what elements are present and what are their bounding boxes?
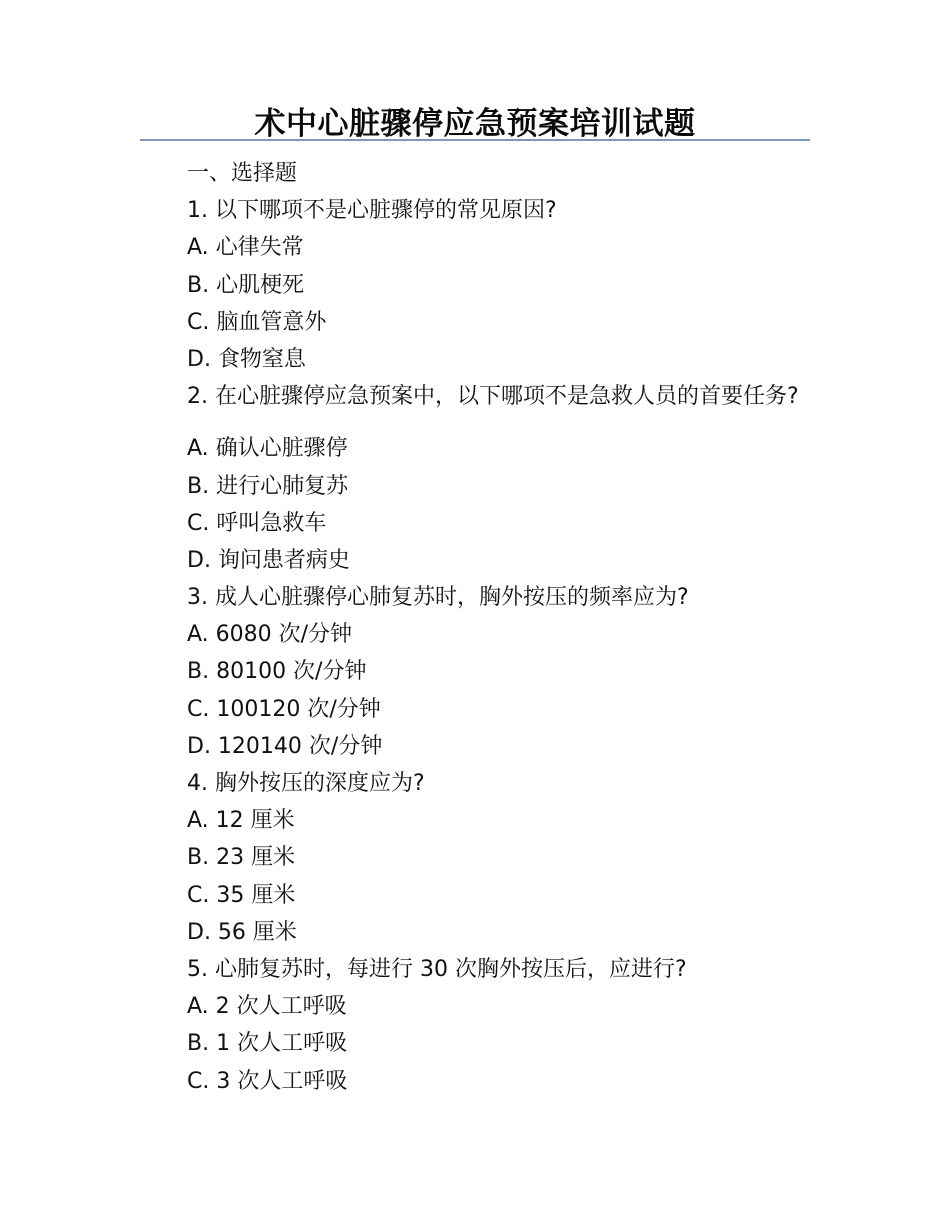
q5-option-b: B. 1 次人工呼吸: [187, 1031, 348, 1057]
q2-option-b: B. 进行心肺复苏: [187, 473, 349, 499]
q4-option-d: D. 56 厘米: [187, 919, 297, 945]
question-1: 1. 以下哪项不是心脏骤停的常见原因?: [187, 198, 557, 224]
section-heading: 一、选择题: [187, 161, 298, 186]
document-title: 术中心脏骤停应急预案培训试题: [254, 106, 696, 142]
q1-option-c: C. 脑血管意外: [187, 309, 327, 335]
q5-option-a: A. 2 次人工呼吸: [187, 994, 347, 1020]
q3-option-d: D. 120140 次/分钟: [187, 733, 383, 759]
q1-option-a: A. 心律失常: [187, 235, 304, 261]
question-2: 2. 在心脏骤停应急预案中，以下哪项不是急救人员的首要任务?: [187, 384, 799, 410]
q1-option-d: D. 食物窒息: [187, 346, 306, 372]
title-underline: [140, 139, 810, 141]
q4-option-a: A. 12 厘米: [187, 808, 295, 834]
document-body: [140, 155, 810, 1100]
question-4: 4. 胸外按压的深度应为?: [187, 771, 425, 796]
q3-option-b: B. 80100 次/分钟: [187, 659, 367, 685]
q3-option-a: A. 6080 次/分钟: [187, 622, 353, 648]
q2-option-a: A. 确认心脏骤停: [187, 436, 348, 462]
question-5: 5. 心肺复苏时，每进行 30 次胸外按压后，应进行?: [187, 956, 687, 982]
q2-option-c: C. 呼叫急救车: [187, 510, 327, 536]
q2-option-d: D. 询问患者病史: [187, 547, 350, 573]
question-3: 3. 成人心脏骤停心肺复苏时，胸外按压的频率应为?: [187, 585, 689, 611]
q4-option-b: B. 23 厘米: [187, 845, 296, 871]
q1-option-b: B. 心肌梗死: [187, 272, 305, 298]
q3-option-c: C. 100120 次/分钟: [187, 696, 381, 722]
q4-option-c: C. 35 厘米: [187, 882, 296, 908]
q5-option-c: C. 3 次人工呼吸: [187, 1068, 348, 1094]
